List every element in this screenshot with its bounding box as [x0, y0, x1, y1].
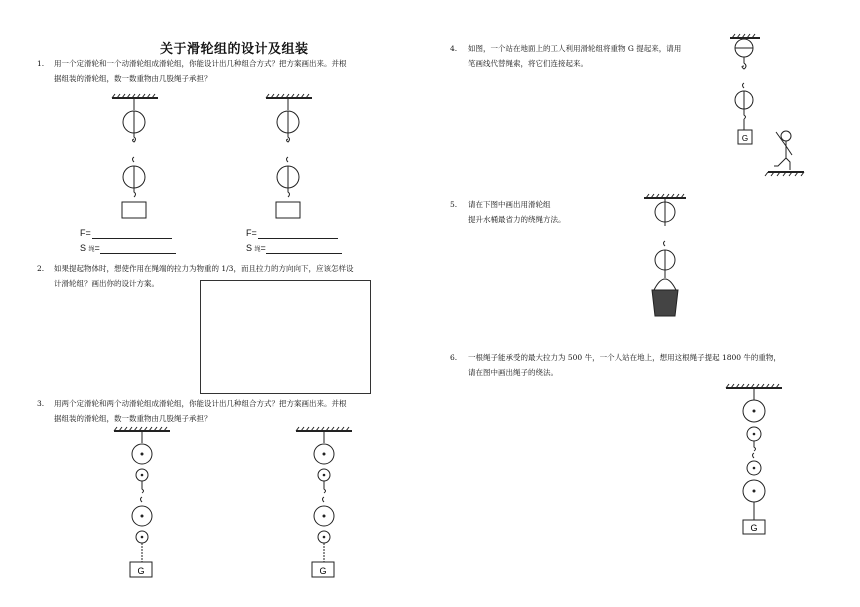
q6-number: 6. — [450, 353, 458, 362]
q3-text-line2: 据组装的滑轮组，数一数重物由几股绳子承担？ — [54, 414, 212, 423]
q3-weight-label-right: G — [319, 566, 327, 576]
q1-distance-answer-line-right[interactable] — [266, 253, 342, 254]
q3-number: 3. — [37, 399, 45, 408]
q1-s-equals: = — [260, 243, 266, 253]
q1-distance-label-left — [80, 243, 100, 253]
q1-force-label-left: F= — [80, 228, 91, 238]
q3-pulley-figure-left — [110, 424, 174, 584]
q1-force-answer-line-right[interactable] — [258, 238, 338, 239]
q3-weight-label-left: G — [137, 566, 145, 576]
q2-text-line1: 如果提起物体时，想使作用在绳端的拉力为物重的 1/3，而且拉力的方向向下，应该怎样设 — [54, 264, 354, 273]
q6-text-line1: 一根绳子能承受的最大拉力为 500 牛，一个人站在地上，想用这根绳子提起 1800 牛的重物， — [468, 353, 781, 362]
q5-text-line2: 提升水桶最省力的绕绳方法。 — [468, 215, 566, 224]
q5-bucket-pulley-figure — [640, 192, 700, 322]
q1-s-symbol: S — [246, 243, 253, 253]
q4-text-line2: 笔画线代替绳索，将它们连接起来。 — [468, 59, 588, 68]
q4-weight-label: G — [741, 134, 749, 143]
q2-text-line2: 计滑轮组？画出你的设计方案。 — [54, 279, 159, 288]
q5-text-line1: 请在下图中画出用滑轮组 — [468, 200, 551, 209]
q1-force-answer-line-left[interactable] — [92, 238, 172, 239]
q2-number: 2. — [37, 264, 45, 273]
q1-distance-label-right — [246, 243, 266, 253]
q1-text-line2: 据组装的滑轮组，数一数重物由几股绳子承担？ — [54, 74, 212, 83]
q1-force-label-right: F= — [246, 228, 257, 238]
q6-pulley-figure — [722, 382, 786, 538]
q1-text-line1: 用一个定滑轮和一个动滑轮组成滑轮组，你能设计出几种组合方式？把方案画出来。并根 — [54, 59, 347, 68]
q4-number: 4. — [450, 44, 458, 53]
q3-text-line1: 用两个定滑轮和两个动滑轮组成滑轮组，你能设计出几种组合方式？把方案画出来。并根 — [54, 399, 347, 408]
q6-weight-label: G — [750, 523, 758, 533]
q1-s-equals: = — [94, 243, 100, 253]
q1-pulley-figure-left — [100, 92, 170, 222]
q2-drawing-box[interactable] — [200, 280, 371, 394]
q4-text-line1: 如图，一个站在地面上的工人利用滑轮组将重物 G 提起来，请用 — [468, 44, 682, 53]
q1-pulley-figure-right — [254, 92, 324, 222]
q1-s-symbol: S — [80, 243, 87, 253]
q6-text-line2: 请在图中画出绳子的绕法。 — [468, 368, 558, 377]
q1-distance-answer-line-left[interactable] — [100, 253, 176, 254]
q1-s-subscript: 绳 — [254, 247, 261, 253]
q5-number: 5. — [450, 200, 458, 209]
q1-s-subscript: 绳 — [88, 247, 95, 253]
page-title: 关于滑轮组的设计及组装 — [160, 42, 309, 57]
q1-number: 1. — [37, 59, 45, 68]
q3-pulley-figure-right — [292, 424, 356, 584]
q4-pulley-worker-figure — [726, 30, 810, 180]
